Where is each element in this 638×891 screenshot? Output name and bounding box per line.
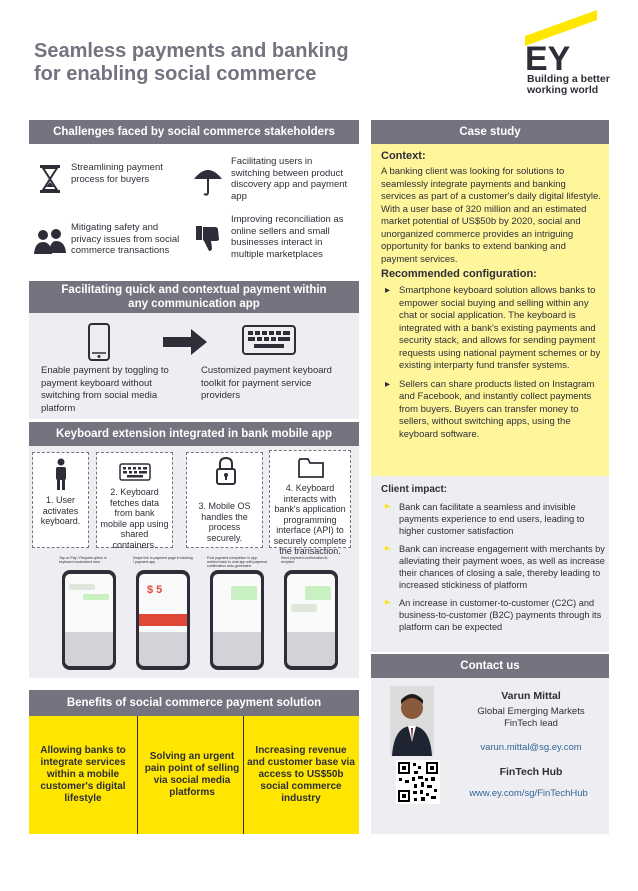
- facilitating-heading-line-2: any communication app: [128, 298, 260, 310]
- contact-heading: [371, 654, 609, 678]
- context-heading: Context:: [381, 150, 426, 162]
- impact-item-2: ▸ Bank can increase engagement with merchants by alleviating their payment woes, as well as increase their chances of closing a sale, thereby leading to increased stickiness of platform: [381, 543, 605, 591]
- contact-email-link[interactable]: varun.mittal@sg.ey.com: [480, 742, 582, 753]
- step-1-text: 1. User activates keyboard.: [40, 495, 81, 526]
- screen-1: [59, 556, 119, 672]
- challenge-item-3: Mitigating safety and privacy issues from social commerce transactions: [71, 222, 180, 256]
- step-3: [186, 452, 263, 548]
- impact-list: [381, 501, 605, 639]
- case-study-heading: [371, 120, 609, 144]
- phone-screenshots: [51, 556, 351, 674]
- case-study-context-panel: [371, 144, 609, 476]
- screen-3-caption: Post payment completion in app, redirect back to chat app with payment confirmation auto-generated: [207, 556, 267, 568]
- keyboard-icon: [118, 462, 152, 482]
- benefit-1: Allowing banks to integrate services within a mobile customer's digital lifestyle: [40, 745, 126, 804]
- facilitating-left-text: Enable payment by toggling to payment keyboard without switching from social media platform: [41, 365, 169, 414]
- fintech-hub-label: FinTech Hub: [499, 766, 563, 778]
- tagline-line-1: Building a better: [527, 73, 610, 85]
- hourglass-icon: [35, 164, 65, 194]
- contact-panel: [371, 678, 609, 834]
- qr-code-icon: [396, 760, 440, 804]
- contact-role-line-1: Global Emerging Markets: [477, 706, 585, 717]
- step-2: [96, 452, 173, 548]
- step-3-text: 3. Mobile OS handles the process securely.: [198, 501, 251, 543]
- benefit-3: Increasing revenue and customer base via access to US$50b social commerce industry: [247, 745, 355, 804]
- step-4-text: 4. Keyboard interacts with bank's application programming interface (API) to securely complete the transaction.: [273, 483, 347, 556]
- screen-3: [207, 556, 267, 672]
- screen-4-caption: Send payment confirmation to recipient: [281, 556, 328, 564]
- logo-tagline: [527, 74, 610, 96]
- contact-role-line-2: FinTech lead: [504, 718, 558, 729]
- facilitating-panel: [29, 313, 359, 419]
- phone-3: [210, 570, 264, 670]
- payment-amount: $ 5: [147, 584, 163, 596]
- contact-heading-text: Contact us: [460, 660, 520, 672]
- phone-4: [284, 570, 338, 670]
- ey-logo: [497, 8, 617, 72]
- ey-logo-icon: [497, 8, 617, 72]
- keyboard-icon: [242, 325, 296, 355]
- config-list: [381, 285, 603, 447]
- challenges-section: [29, 144, 359, 279]
- person-icon: [51, 457, 71, 491]
- impact-item-1: ▸ Bank can facilitate a seamless and invisible payments experience to end users, leading to higher customer satisfaction: [381, 501, 605, 537]
- facilitating-heading: [29, 281, 359, 313]
- step-4: [269, 450, 351, 556]
- benefit-divider-1: [137, 716, 138, 834]
- keyboard-ext-heading-text: Keyboard extension integrated in bank mobile app: [55, 428, 333, 440]
- phone-2: [136, 570, 190, 670]
- case-study-heading-text: Case study: [459, 126, 521, 138]
- challenge-item-1: Streamlining payment process for buyers: [71, 162, 163, 185]
- smartphone-icon: [87, 322, 111, 362]
- impact-heading: Client impact:: [381, 484, 448, 495]
- screen-2-caption: Swipe link to payment page in banking / payment app: [133, 556, 193, 564]
- context-text: A banking client was looking for solutions to seamlessly integrate payments and banking services as part of a customer's daily digital lifestyle. With a user base of 320 million and an estimated market potential of US$50b by 2020, social and unorganized commerce provides an intriguing opportunity for banks to extend banking and payment services.: [381, 166, 601, 265]
- avatar: [390, 686, 434, 756]
- title-line-2: for enabling social commerce: [34, 63, 317, 85]
- lock-icon: [215, 456, 237, 486]
- screen-1-caption: Tap on Pay / Request option in keyboard customized area: [59, 556, 107, 564]
- title-line-1: Seamless payments and banking: [34, 40, 349, 62]
- config-item-2: ▸ Sellers can share products listed on Instagram and Facebook, and instantly collect payments from buyers. Buyers can transfer money to sellers, without switching apps, using the keyboard software.: [381, 379, 603, 442]
- benefit-2: Solving an urgent pain point of selling via social media platforms: [144, 751, 240, 798]
- keyboard-ext-heading: [29, 422, 359, 446]
- fintech-hub-link[interactable]: www.ey.com/sg/FinTechHub: [469, 788, 588, 799]
- benefits-heading-text: Benefits of social commerce payment solution: [66, 697, 322, 709]
- facilitating-right-text: Customized payment keyboard toolkit for payment service providers: [201, 365, 332, 401]
- facilitating-heading-line-1: Facilitating quick and contextual payment within: [61, 284, 327, 296]
- screen-4: [281, 556, 341, 672]
- benefit-divider-2: [243, 716, 244, 834]
- keyboard-ext-panel: [29, 446, 359, 678]
- step-2-text: 2. Keyboard fetches data from bank mobile app using shared containers.: [100, 487, 169, 550]
- client-impact-panel: [371, 476, 609, 652]
- thumbs-down-icon: [193, 224, 223, 254]
- challenge-item-2: Facilitating users in switching between product discovery app and payment app: [231, 156, 348, 202]
- benefits-heading: [29, 690, 359, 716]
- config-heading: Recommended configuration:: [381, 268, 537, 280]
- contact-role: [461, 706, 601, 730]
- tagline-line-2: working world: [527, 84, 599, 96]
- contact-name: Varun Mittal: [501, 690, 561, 702]
- config-item-1: ▸ Smartphone keyboard solution allows banks to empower social buying and selling within any chat or social application. The keyboard is integrated with a bank's existing payments and security stack, and allows for sending payment requests using national payment schemes or by existing interparty fund transfer systems.: [381, 285, 603, 373]
- users-icon: [33, 226, 67, 256]
- challenge-item-4: Improving reconciliation as online sellers and small businesses interact in multiple marketplaces: [231, 214, 344, 260]
- arrow-right-icon: [163, 329, 207, 355]
- logo-text: EY: [525, 40, 571, 72]
- page-title: [34, 40, 414, 86]
- benefits-panel: [29, 716, 359, 834]
- screen-2: [133, 556, 193, 672]
- challenges-heading-text: Challenges faced by social commerce stakeholders: [53, 126, 335, 138]
- umbrella-icon: [191, 164, 225, 198]
- impact-item-3: ▸ An increase in customer-to-customer (C2C) and business-to-customer (B2C) payments through its platform can be expected: [381, 597, 605, 633]
- challenges-heading: [29, 120, 359, 144]
- step-1: [32, 452, 89, 548]
- folder-icon: [297, 457, 325, 479]
- phone-1: [62, 570, 116, 670]
